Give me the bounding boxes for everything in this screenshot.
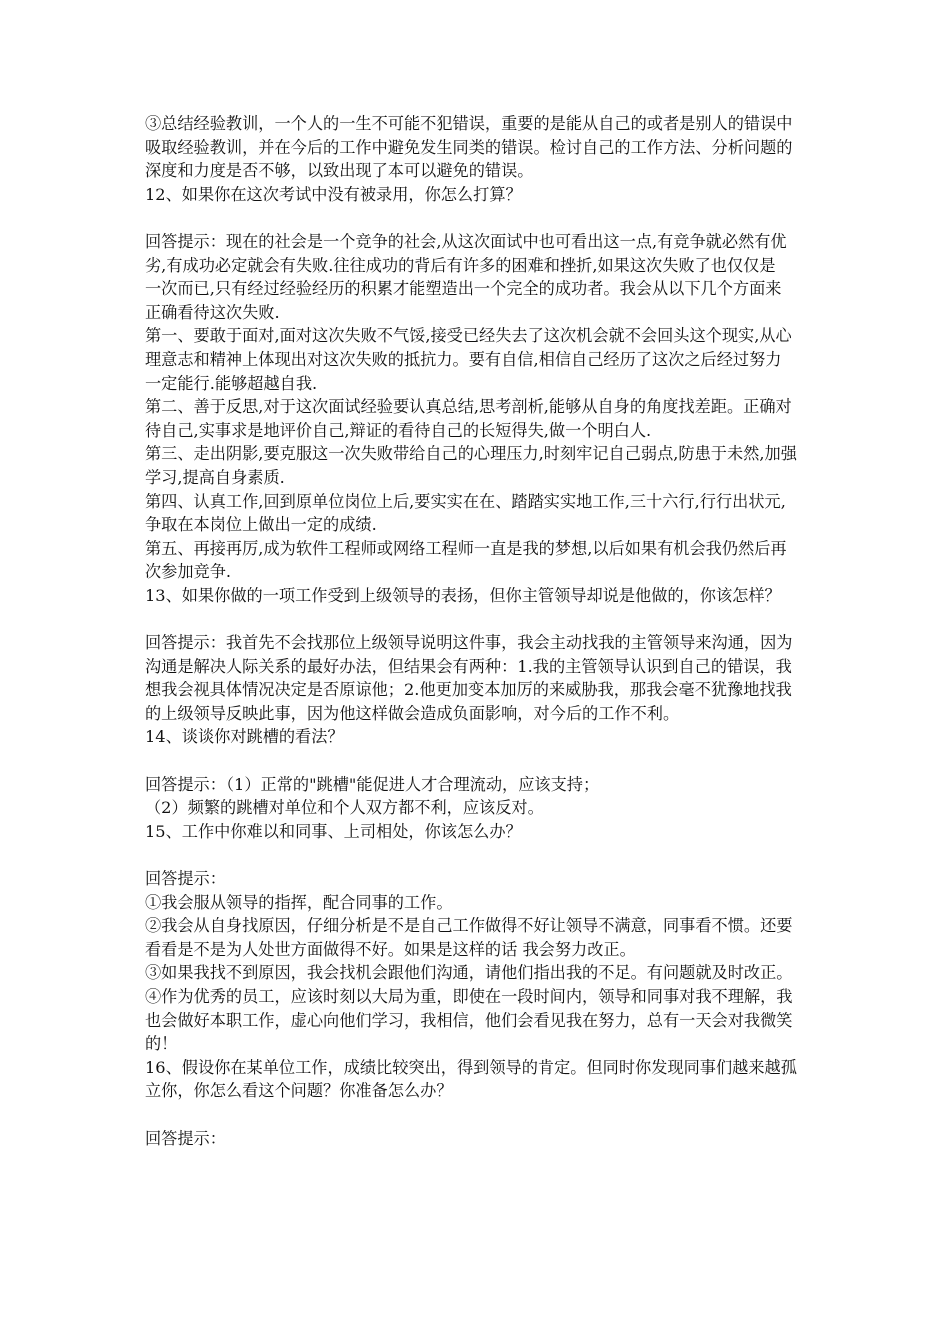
question-line: 12、如果你在这次考试中没有被录用，你怎么打算？	[145, 184, 522, 204]
text-line: 看看是不是为人处世方面做得不好。如果是这样的话 我会努力改正。	[145, 939, 636, 959]
text-line: 一次而已,只有经过经验经历的积累才能塑造出一个完全的成功者。我会从以下几个方面来	[145, 279, 782, 299]
text-paragraph	[145, 867, 810, 891]
text-line: 回答提示：我首先不会找那位上级领导说明这件事，我会主动找我的主管领导来沟通，因为	[145, 633, 793, 653]
text-paragraph	[145, 395, 810, 442]
text-line: 想我会视具体情况决定是否原谅他；2.他更加变本加厉的来威胁我，那我会毫不犹豫地找我	[145, 680, 792, 700]
text-line: 待自己,实事求是地评价自己,辩证的看待自己的长短得失,做一个明白人.	[145, 420, 652, 440]
text-line: 第五、再接再厉,成为软件工程师或网络工程师一直是我的梦想,以后如果有机会我仍然后再	[145, 538, 787, 558]
text-paragraph	[145, 442, 810, 489]
text-line: 回答提示：	[145, 869, 226, 888]
text-line: 学习,提高自身素质.	[145, 467, 285, 487]
question-line: 14、谈谈你对跳槽的看法？	[145, 727, 344, 747]
text-paragraph	[145, 773, 810, 820]
blank-line	[145, 749, 810, 773]
text-paragraph	[145, 914, 810, 961]
text-line: 吸取经验教训，并在今后的工作中避免发生同类的错误。检讨自己的工作方法、分析问题的	[145, 137, 793, 157]
text-paragraph	[145, 985, 810, 1056]
text-line: ③总结经验教训，一个人的一生不可能不犯错误，重要的是能从自己的或者是别人的错误中	[145, 114, 793, 133]
text-line: 回答提示：	[145, 1128, 226, 1148]
text-paragraph	[145, 490, 810, 537]
text-line: 第二、善于反思,对于这次面试经验要认真总结,思考剖析,能够从自身的角度找差距。正确对	[145, 397, 792, 417]
blank-line	[145, 1103, 810, 1127]
question-line: 立你，你怎么看这个问题？你准备怎么办？	[145, 1081, 453, 1101]
question-line: 15、工作中你难以和同事、上司相处，你该怎么办？	[145, 821, 522, 841]
text-paragraph	[145, 537, 810, 584]
text-line: ④作为优秀的员工，应该时刻以大局为重，即使在一段时间内，领导和同事对我不理解，我	[145, 986, 793, 1006]
text-line: 也会做好本职工作，虚心向他们学习，我相信，他们会看见我在努力，总有一天会对我微笑	[145, 1010, 793, 1030]
text-line: 正确看待这次失败.	[145, 302, 280, 322]
text-paragraph	[145, 631, 810, 725]
text-line: 的上级领导反映此事，因为他这样做会造成负面影响，对今后的工作不利。	[145, 703, 680, 723]
text-line: 次参加竞争.	[145, 562, 232, 582]
text-line: 理意志和精神上体现出对这次失败的抵抗力。要有自信,相信自己经历了这次之后经过努力	[145, 349, 782, 369]
text-line: 沟通是解决人际关系的最好办法，但结果会有两种：1.我的主管领导认识到自己的错误，我	[145, 656, 792, 676]
text-line: （2）频繁的跳槽对单位和个人双方都不利，应该反对。	[145, 798, 544, 818]
question-paragraph	[145, 183, 810, 207]
question-line: 16、假设你在某单位工作，成绩比较突出，得到领导的肯定。但同时你发现同事们越来越孤	[145, 1057, 797, 1077]
question-paragraph	[145, 820, 810, 844]
text-paragraph	[145, 1127, 810, 1151]
text-line: 劣,有成功必定就会有失败.往往成功的背后有许多的困难和挫折,如果这次失败了也仅仅是	[145, 255, 776, 275]
blank-line	[145, 206, 810, 230]
document-page	[145, 112, 810, 1150]
question-paragraph	[145, 584, 810, 608]
text-line: 第四、认真工作,回到原单位岗位上后,要实实在在、踏踏实实地工作,三十六行,行行出状元,	[145, 491, 786, 511]
text-line: ②我会从自身找原因，仔细分析是不是自己工作做得不好让领导不满意，同事看不惯。还要	[145, 916, 793, 936]
question-paragraph	[145, 725, 810, 749]
text-line: 回答提示：现在的社会是一个竞争的社会,从这次面试中也可看出这一点,有竞争就必然有优	[145, 231, 787, 251]
text-line: ①我会服从领导的指挥，配合同事的工作。	[145, 892, 453, 912]
blank-line	[145, 843, 810, 867]
text-line: 的！	[145, 1034, 178, 1054]
text-paragraph	[145, 230, 810, 324]
blank-line	[145, 607, 810, 631]
text-line: 争取在本岗位上做出一定的成绩.	[145, 515, 377, 535]
question-paragraph	[145, 1056, 810, 1103]
text-line: 回答提示：（1）正常的"跳槽"能促进人才合理流动，应该支持；	[145, 774, 600, 794]
text-paragraph	[145, 112, 810, 183]
text-paragraph	[145, 324, 810, 395]
question-line: 13、如果你做的一项工作受到上级领导的表扬，但你主管领导却说是他做的，你该怎样？	[145, 585, 781, 605]
text-line: ③如果我找不到原因，我会找机会跟他们沟通，请他们指出我的不足。有问题就及时改正。	[145, 963, 793, 983]
text-paragraph	[145, 891, 810, 915]
text-line: 深度和力度是否不够，以致出现了本可以避免的错误。	[145, 161, 534, 181]
text-line: 一定能行.能够超越自我.	[145, 373, 318, 393]
text-line: 第一、要敢于面对,面对这次失败不气馁,接受已经失去了这次机会就不会回头这个现实,从心	[145, 326, 792, 346]
text-line: 第三、走出阴影,要克服这一次失败带给自己的心理压力,时刻牢记自己弱点,防患于未然,加强	[145, 444, 797, 464]
text-paragraph	[145, 961, 810, 985]
